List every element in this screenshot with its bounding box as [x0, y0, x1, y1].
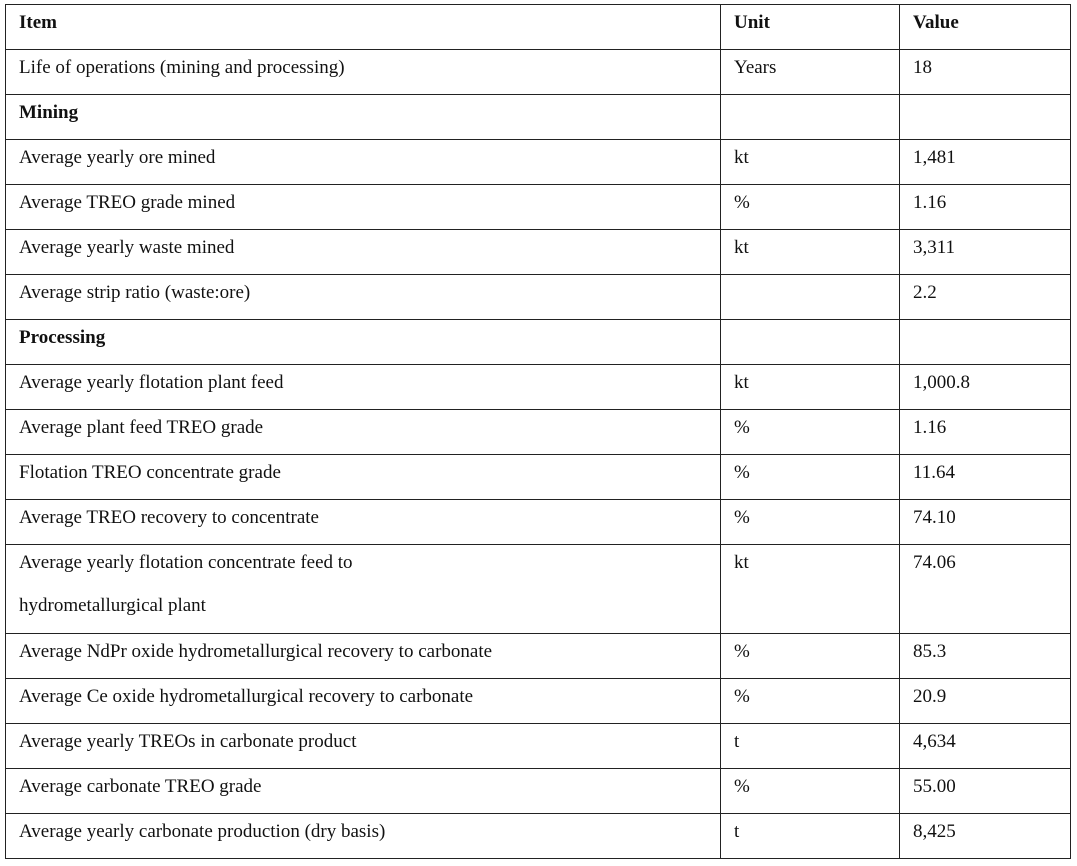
table-row	[6, 500, 1071, 545]
row-value: 74.06	[900, 545, 1071, 634]
row-value: 1.16	[900, 410, 1071, 455]
row-unit: %	[721, 769, 900, 814]
operations-table	[5, 4, 1071, 859]
row-unit: Years	[721, 50, 900, 95]
row-value: 2.2	[900, 275, 1071, 320]
row-value: 4,634	[900, 724, 1071, 769]
row-item: Average yearly ore mined	[6, 140, 721, 185]
header-item: Item	[6, 5, 721, 50]
row-item	[6, 545, 721, 634]
row-item: Flotation TREO concentrate grade	[6, 455, 721, 500]
section-row-processing	[6, 320, 1071, 365]
row-unit: t	[721, 724, 900, 769]
row-item: Average carbonate TREO grade	[6, 769, 721, 814]
row-unit: %	[721, 410, 900, 455]
table-row	[6, 365, 1071, 410]
table-row	[6, 275, 1071, 320]
row-unit: kt	[721, 140, 900, 185]
row-item: Average strip ratio (waste:ore)	[6, 275, 721, 320]
row-unit: %	[721, 185, 900, 230]
table-row	[6, 50, 1071, 95]
row-value: 74.10	[900, 500, 1071, 545]
row-unit: kt	[721, 365, 900, 410]
table-row	[6, 140, 1071, 185]
table-row	[6, 545, 1071, 634]
row-item: Average yearly carbonate production (dry basis)	[6, 814, 721, 859]
row-value: 11.64	[900, 455, 1071, 500]
row-item: Life of operations (mining and processing)	[6, 50, 721, 95]
row-value: 1,000.8	[900, 365, 1071, 410]
table-header-row	[6, 5, 1071, 50]
row-item: Average yearly flotation plant feed	[6, 365, 721, 410]
row-unit	[721, 95, 900, 140]
row-item: Average NdPr oxide hydrometallurgical recovery to carbonate	[6, 634, 721, 679]
row-unit: kt	[721, 230, 900, 275]
row-unit: %	[721, 455, 900, 500]
table-row	[6, 410, 1071, 455]
table-row	[6, 814, 1071, 859]
row-value: 18	[900, 50, 1071, 95]
row-item-line2: hydrometallurgical plant	[19, 595, 206, 616]
header-unit: Unit	[721, 5, 900, 50]
row-value: 55.00	[900, 769, 1071, 814]
table-row	[6, 455, 1071, 500]
row-unit: %	[721, 634, 900, 679]
row-unit	[721, 320, 900, 365]
row-unit: %	[721, 679, 900, 724]
table-row	[6, 724, 1071, 769]
row-unit	[721, 275, 900, 320]
row-value: 8,425	[900, 814, 1071, 859]
table-row	[6, 679, 1071, 724]
table-row	[6, 769, 1071, 814]
row-unit: %	[721, 500, 900, 545]
section-row-mining	[6, 95, 1071, 140]
row-value	[900, 95, 1071, 140]
row-value: 3,311	[900, 230, 1071, 275]
row-item: Average plant feed TREO grade	[6, 410, 721, 455]
table-row	[6, 185, 1071, 230]
row-item: Average Ce oxide hydrometallurgical recovery to carbonate	[6, 679, 721, 724]
row-value	[900, 320, 1071, 365]
header-value: Value	[900, 5, 1071, 50]
table-row	[6, 230, 1071, 275]
row-item: Average TREO grade mined	[6, 185, 721, 230]
row-value: 1.16	[900, 185, 1071, 230]
table-row	[6, 634, 1071, 679]
row-item: Average yearly waste mined	[6, 230, 721, 275]
row-item: Average TREO recovery to concentrate	[6, 500, 721, 545]
row-unit: t	[721, 814, 900, 859]
row-value: 85.3	[900, 634, 1071, 679]
row-item-line1: Average yearly flotation concentrate feed to	[19, 552, 353, 573]
row-item: Average yearly TREOs in carbonate product	[6, 724, 721, 769]
section-heading-mining: Mining	[6, 95, 721, 140]
row-value: 20.9	[900, 679, 1071, 724]
section-heading-processing: Processing	[6, 320, 721, 365]
row-value: 1,481	[900, 140, 1071, 185]
row-unit: kt	[721, 545, 900, 634]
